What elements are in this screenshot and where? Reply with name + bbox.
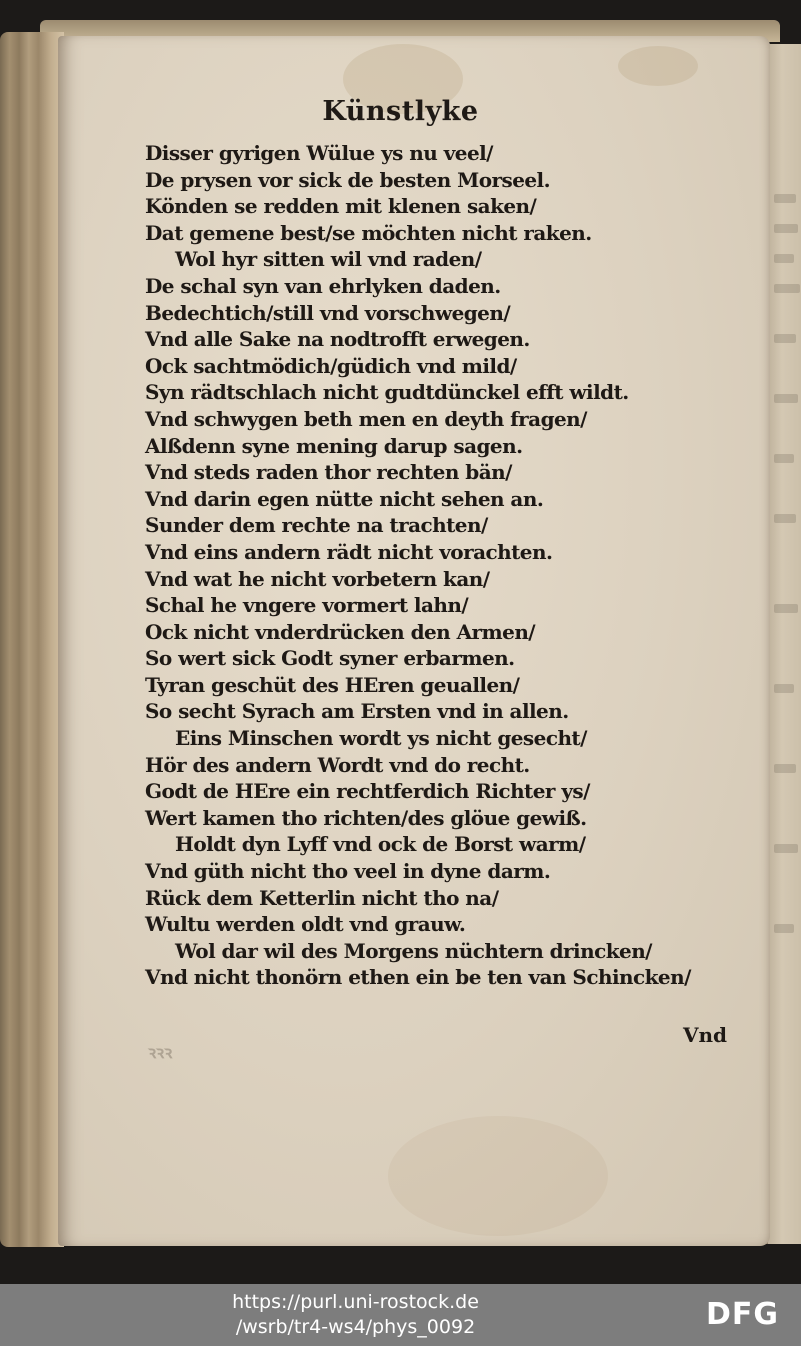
verse-line: Vnd wat he nicht vorbetern kan/ — [145, 566, 490, 591]
verse-line: Dat gemene best/se möchten nicht raken. — [145, 220, 592, 245]
verse-line: Sunder dem rechte na trachten/ — [145, 513, 488, 538]
page-block-edges — [0, 32, 64, 1247]
verse-line: Ock sachtmödich/güdich vnd mild/ — [145, 353, 517, 378]
source-url-line-2[interactable]: /wsrb/tr4-ws4/phys_0092 — [235, 1316, 476, 1338]
verse-line: So wert sick Godt syner erbarmen. — [145, 646, 515, 671]
verse-text-block — [145, 140, 745, 991]
verse-line: So secht Syrach am Ersten vnd in allen. — [145, 699, 569, 724]
verse-line: Wol dar wil des Morgens nüchtern drincken/ — [175, 938, 652, 963]
verse-line: Syn rädtschlach nicht gudtdünckel efft wildt. — [145, 380, 629, 405]
verse-line: Vnd eins andern rädt nicht vorachten. — [145, 539, 553, 564]
verse-line: Vnd darin egen nütte nicht sehen an. — [145, 486, 544, 511]
verse-line: Wultu werden oldt vnd grauw. — [145, 912, 466, 937]
catchword: Vnd — [682, 1023, 727, 1047]
verse-line: De schal syn van ehrlyken daden. — [145, 273, 501, 298]
verse-line: Wol hyr sitten wil vnd raden/ — [175, 247, 482, 272]
verse-line: Ock nicht vnderdrücken den Armen/ — [145, 619, 536, 644]
verse-line: Tyran geschüt des HEren geuallen/ — [145, 672, 520, 697]
verse-line: Schal he vngere vormert lahn/ — [145, 593, 469, 618]
verse-line: Könden se redden mit klenen saken/ — [145, 194, 537, 219]
dfg-logo: DFG — [706, 1297, 780, 1332]
verse-line: De prysen vor sick de besten Morseel. — [145, 167, 551, 192]
footer-bar — [0, 1284, 801, 1346]
verse-line: Eins Minschen wordt ys nicht gesecht/ — [175, 726, 587, 751]
faded-bleedthrough-mark: ꝛꝛꝛ — [148, 1043, 173, 1063]
verse-line: Holdt dyn Lyff vnd ock de Borst warm/ — [175, 832, 586, 857]
verse-line: Alßdenn syne mening darup sagen. — [145, 433, 523, 458]
source-url-line-1[interactable]: https://purl.uni-rostock.de — [232, 1291, 479, 1313]
verse-line: Godt de HEre ein rechtferdich Richter ys/ — [145, 779, 590, 804]
source-url[interactable] — [0, 1290, 711, 1340]
verse-line: Wert kamen tho richten/des glöue gewiß. — [145, 805, 587, 830]
verse-line: Bedechtich/still vnd vorschwegen/ — [145, 300, 511, 325]
verse-line: Hör des andern Wordt vnd do recht. — [145, 752, 530, 777]
verse-line: Rück dem Ketterlin nicht tho na/ — [145, 885, 499, 910]
verse-line: Vnd schwygen beth men en deyth fragen/ — [145, 406, 587, 431]
verse-line: Vnd güth nicht tho veel in dyne darm. — [145, 859, 551, 884]
verse-line: Disser gyrigen Wülue ys nu veel/ — [145, 141, 493, 165]
verse-line: Vnd alle Sake na nodtrofft erwegen. — [145, 327, 530, 352]
running-head: Künstlyke — [322, 96, 479, 127]
verse-line: Vnd steds raden thor rechten bän/ — [145, 460, 512, 485]
facing-page-edge — [766, 44, 801, 1244]
verse-line: Vnd nicht thonörn ethen ein be ten van Schincken/ — [145, 965, 691, 990]
